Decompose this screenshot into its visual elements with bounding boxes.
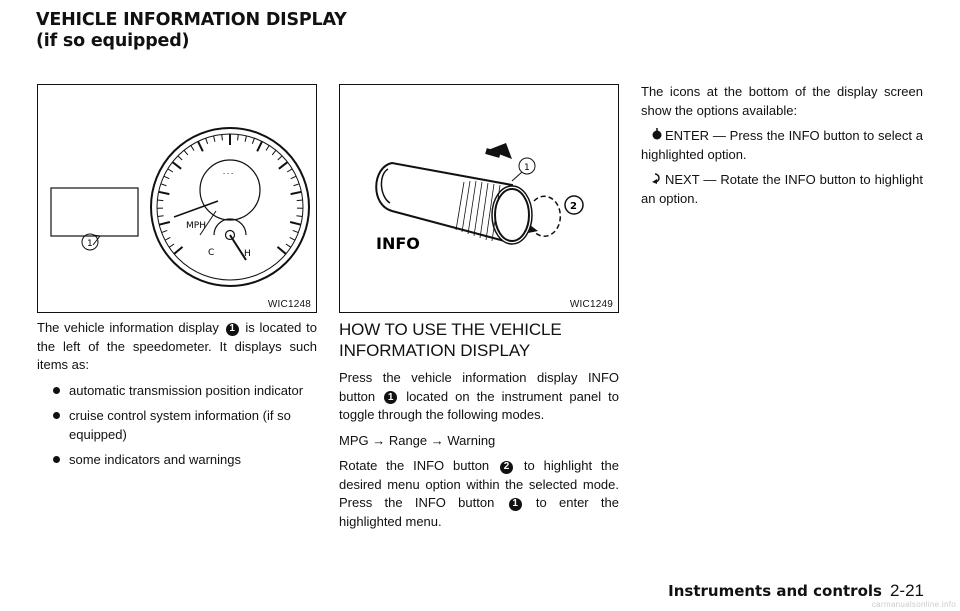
speedometer-tick <box>238 134 239 140</box>
speedometer-tick <box>297 200 303 201</box>
section-title: VEHICLE INFORMATION DISPLAY (if so equipped) <box>36 10 347 51</box>
speedometer-tick <box>174 247 182 254</box>
enter-option: ENTER — Press the INFO button to select a highlighted option. <box>641 128 923 162</box>
page-number: 2-21 <box>889 581 924 600</box>
callout-number: 2 <box>500 461 513 474</box>
display-items-list <box>37 382 317 470</box>
speedometer-tick <box>293 230 299 232</box>
speedometer-tick <box>159 222 170 225</box>
watermark: carmanualsonline.info <box>871 600 956 609</box>
speedometer-tick <box>294 184 300 186</box>
speedometer-tick <box>245 136 246 142</box>
speedometer-tick <box>172 162 181 169</box>
speedometer-tick <box>279 162 288 169</box>
figure-code: WIC1249 <box>569 299 613 310</box>
speedometer-tick <box>296 216 302 217</box>
section-heading: HOW TO USE THE VEHICLE INFORMATION DISPLAY <box>339 320 562 360</box>
speedometer-tick <box>161 184 167 186</box>
speedometer-tick <box>222 134 223 140</box>
speedometer-tick <box>266 145 269 150</box>
enter-dot-icon <box>651 127 663 141</box>
info-display-screen <box>51 188 138 236</box>
speedometer-illustration <box>38 85 316 312</box>
gauge-unit-label: MPH <box>186 221 206 231</box>
callout-number: 1 <box>384 391 397 404</box>
speedometer-tick <box>162 230 168 232</box>
speedometer-tick <box>252 138 254 144</box>
speedometer-tick <box>184 150 188 155</box>
rotate-paragraph: Rotate the INFO button 2 to highlight the desired menu option within the selected mode. Press the INFO button 1 to enter the highlighted menu. <box>339 458 619 529</box>
speedometer-tick <box>257 141 262 151</box>
info-label: INFO <box>376 234 420 253</box>
hot-label: H <box>244 249 251 259</box>
intro-paragraph: The vehicle information display 1 is located to the left of the speedometer. It displays such items as: <box>37 320 317 372</box>
knob-callout-1: 1 <box>524 163 530 173</box>
callout-1: 1 <box>87 239 93 249</box>
speedometer-tick <box>169 244 174 247</box>
speedometer-tick <box>278 156 282 160</box>
speedometer-tick <box>290 237 295 240</box>
usage-paragraph: Press the vehicle information display INFO button 1 located on the instrument panel to toggle through the following modes. <box>339 370 619 422</box>
speedometer-tick <box>191 145 194 150</box>
callout-number: 1 <box>226 323 239 336</box>
list-item: some indicators and warnings <box>37 451 317 470</box>
speedometer-tick <box>291 176 296 179</box>
speedometer-tick <box>291 192 302 194</box>
cold-label: C <box>208 248 215 258</box>
speedometer-tick <box>287 169 292 172</box>
page-footer <box>668 581 924 601</box>
icons-intro: The icons at the bottom of the display screen show the options available: <box>641 84 923 118</box>
footer-section: Instruments and controls <box>668 582 882 600</box>
modes-line: MPG → Range → Warning <box>339 432 496 448</box>
info-knob-illustration <box>340 85 618 312</box>
column-2 <box>339 319 619 538</box>
speedometer-tick <box>165 237 170 240</box>
figure-speedometer <box>37 84 317 313</box>
speedometer-tick <box>164 176 169 179</box>
knob-callout-2: 2 <box>570 201 577 212</box>
speedometer-tick <box>290 222 301 225</box>
svg-text:- - -: - - - <box>223 170 234 177</box>
speedometer-tick <box>206 138 208 144</box>
callout-number: 1 <box>509 498 522 511</box>
speedometer-tick <box>214 136 215 142</box>
list-item: cruise control system information (if so equipped) <box>37 407 317 444</box>
list-item: automatic transmission position indicator <box>37 382 317 401</box>
figure-code: WIC1248 <box>267 299 311 310</box>
speedometer-tick <box>157 200 163 201</box>
speedometer-tick <box>198 141 203 151</box>
speedometer-tick <box>272 150 276 155</box>
next-option: NEXT — Rotate the INFO button to highlight an option. <box>641 172 923 206</box>
figure-info-knob <box>339 84 619 313</box>
speedometer-tick <box>159 192 170 194</box>
speedometer-tick <box>168 169 173 172</box>
curved-arrow-icon <box>651 171 663 185</box>
speedometer-tick <box>178 156 182 160</box>
speedometer-tick <box>286 244 291 247</box>
column-3 <box>641 83 923 215</box>
column-1 <box>37 319 317 477</box>
speedometer-tick <box>277 247 285 254</box>
speedometer-tick <box>158 216 164 217</box>
